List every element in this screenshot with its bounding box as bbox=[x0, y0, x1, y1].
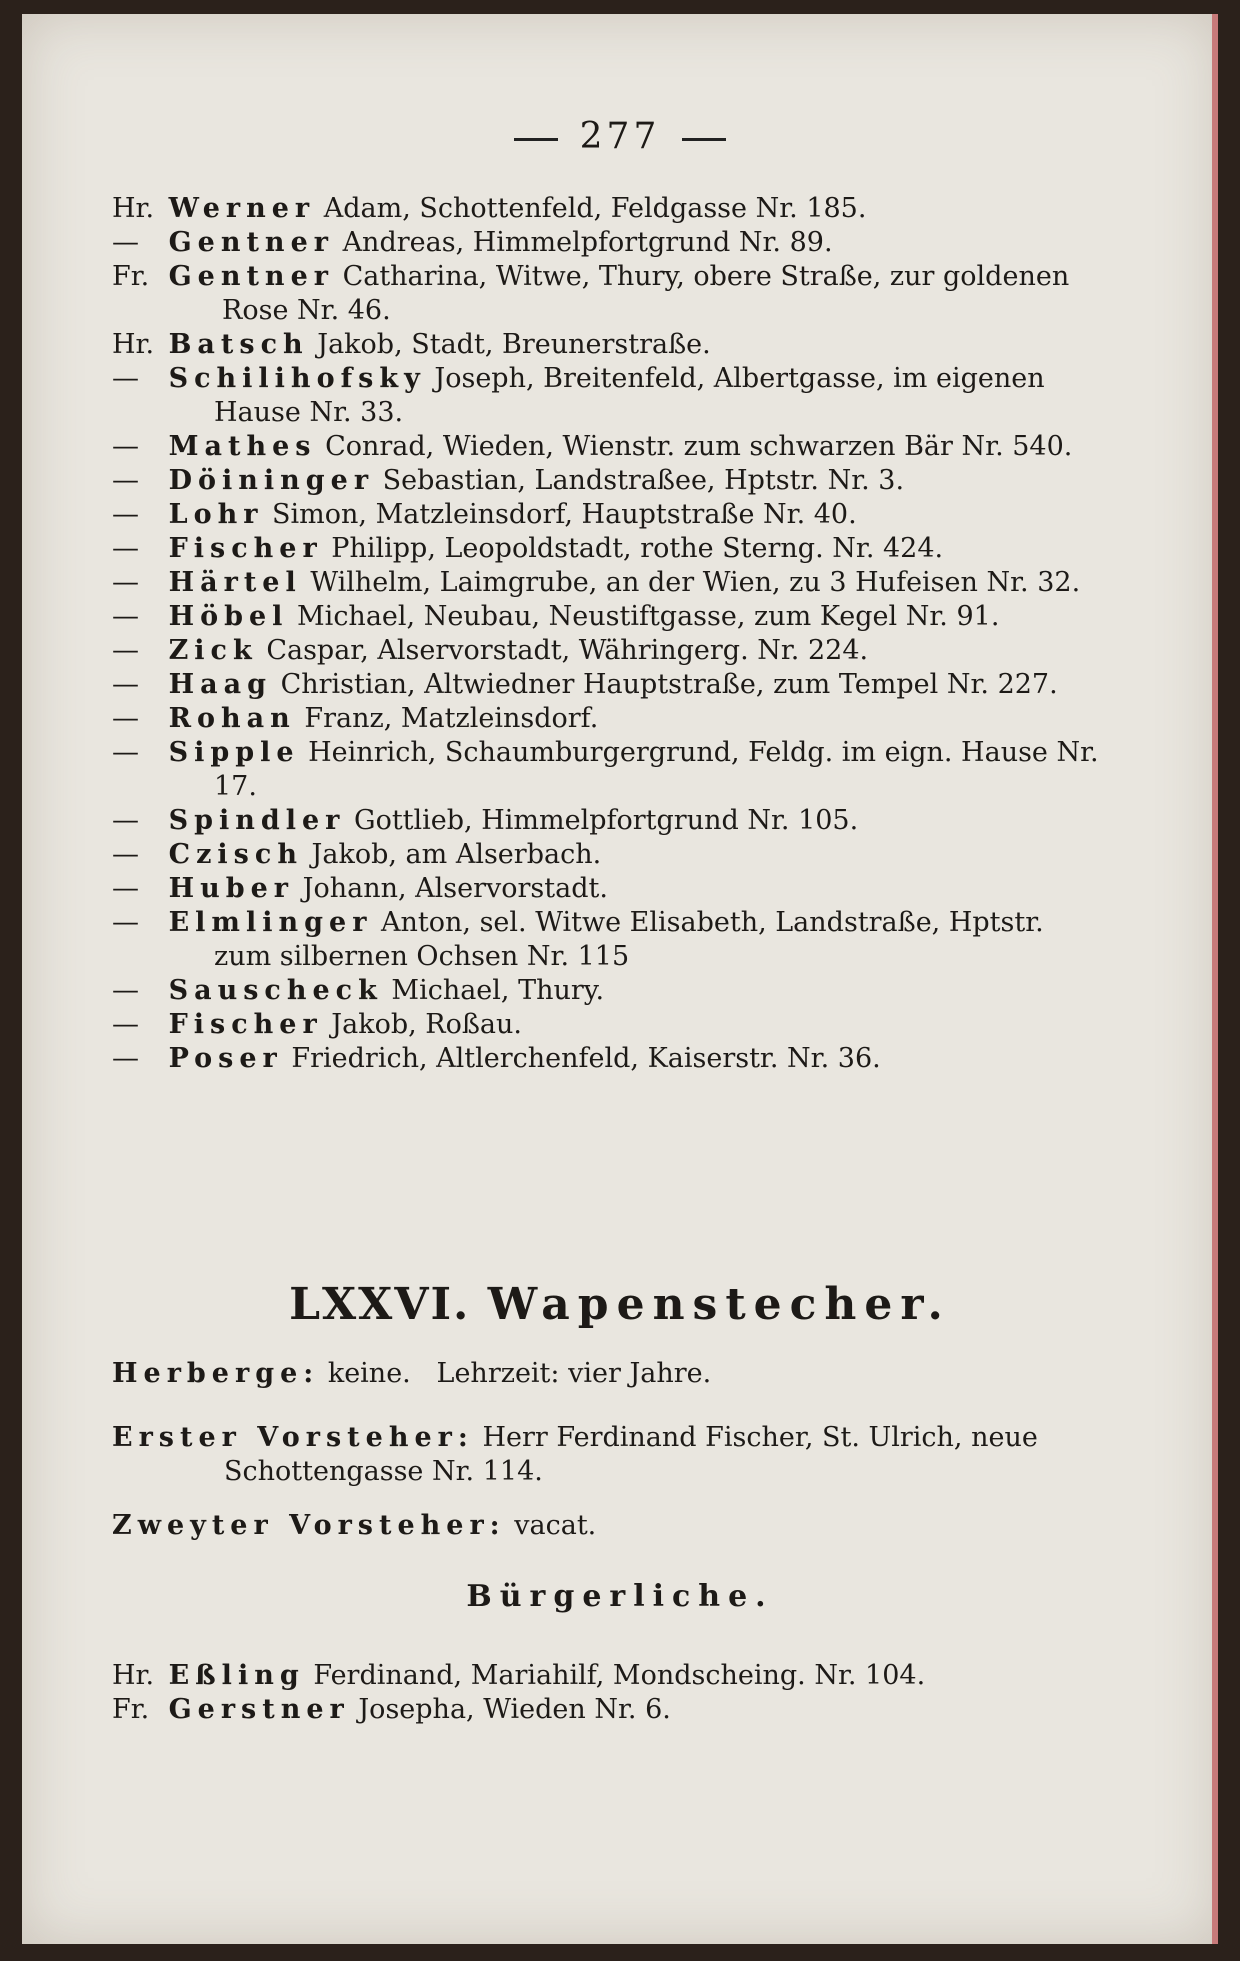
entry-row bbox=[112, 362, 1102, 430]
entry-text: Gottlieb, Himmelpfortgrund Nr. 105. bbox=[354, 805, 859, 836]
page-number-text: 277 bbox=[579, 116, 661, 157]
entry-row bbox=[112, 1042, 1102, 1076]
entry-text: Jakob, am Alserbach. bbox=[311, 839, 602, 870]
entry-prefix: — bbox=[112, 839, 139, 870]
entry-name: Sauscheck bbox=[168, 975, 383, 1006]
entry-row bbox=[112, 668, 1102, 702]
entry-text: Friedrich, Altlerchenfeld, Kaiserstr. Nr. 36. bbox=[291, 1043, 881, 1074]
entry-prefix: — bbox=[112, 805, 139, 836]
entry-name: Fischer bbox=[168, 533, 323, 564]
entry-prefix: — bbox=[112, 635, 139, 666]
lehrzeit-label: Lehrzeit: bbox=[436, 1358, 560, 1389]
herberge-label: Herberge: bbox=[112, 1358, 320, 1389]
entry-name: Härtel bbox=[168, 567, 302, 598]
entry-row bbox=[112, 260, 1102, 328]
entry-row bbox=[112, 328, 1102, 362]
entry-prefix: — bbox=[112, 499, 139, 530]
entry-name: Czisch bbox=[168, 839, 303, 870]
entry-prefix: — bbox=[112, 873, 139, 904]
entry-text: Conrad, Wieden, Wienstr. zum schwarzen Bär Nr. 540. bbox=[325, 431, 1073, 462]
entry-prefix: — bbox=[112, 975, 139, 1006]
entry-row bbox=[112, 736, 1102, 804]
entry-text: Josepha, Wieden Nr. 6. bbox=[358, 1694, 671, 1725]
entry-text: Franz, Matzleinsdorf. bbox=[304, 703, 599, 734]
entry-name: Eßling bbox=[168, 1660, 305, 1691]
entry-row bbox=[112, 600, 1102, 634]
entry-name: Zick bbox=[168, 635, 258, 666]
entry-text: Heinrich, Schaumburgergrund, Feldg. im eign. Hause Nr. 17. bbox=[214, 737, 1099, 802]
erster-value: Herr Ferdinand Fischer, St. Ulrich, neue Schottengasse Nr. 114. bbox=[224, 1422, 1038, 1487]
entry-text: Sebastian, Landstraßee, Hptstr. Nr. 3. bbox=[382, 465, 905, 496]
section-title bbox=[22, 1279, 1218, 1330]
entry-text: Adam, Schottenfeld, Feldgasse Nr. 185. bbox=[323, 193, 867, 224]
member-list bbox=[112, 1659, 1112, 1727]
erster-label: Erster Vorsteher: bbox=[112, 1422, 474, 1453]
entry-text: Catharina, Witwe, Thury, obere Straße, zur goldenen Rose Nr. 46. bbox=[222, 261, 1070, 326]
entry-row bbox=[112, 226, 1102, 260]
entry-prefix: — bbox=[112, 431, 139, 462]
entry-row bbox=[112, 1659, 1112, 1693]
herberge-line bbox=[112, 1357, 1112, 1391]
entry-row bbox=[112, 192, 1102, 226]
entry-prefix: — bbox=[112, 907, 139, 938]
entry-name: Gentner bbox=[168, 261, 334, 292]
lehrzeit-value: vier Jahre. bbox=[568, 1358, 712, 1389]
section-number: LXXVI. bbox=[289, 1279, 471, 1330]
entry-text: Joseph, Breitenfeld, Albertgasse, im eigenen Hause Nr. 33. bbox=[214, 363, 1045, 428]
zweyter-vorsteher bbox=[112, 1509, 1112, 1543]
entry-name: Elmlinger bbox=[168, 907, 373, 938]
entry-name: Haag bbox=[168, 669, 272, 700]
entry-row bbox=[112, 566, 1102, 600]
page-edge bbox=[1212, 14, 1218, 1944]
entry-prefix: Hr. bbox=[112, 1660, 155, 1691]
entry-text: Michael, Thury. bbox=[391, 975, 605, 1006]
entry-name: Höbel bbox=[168, 601, 289, 632]
page-number bbox=[22, 116, 1218, 157]
entry-prefix: — bbox=[112, 1009, 139, 1040]
entry-name: Döininger bbox=[168, 465, 375, 496]
entry-row bbox=[112, 1693, 1112, 1727]
zweyter-value: vacat. bbox=[514, 1510, 597, 1541]
entry-row bbox=[112, 804, 1102, 838]
entry-text: Ferdinand, Mariahilf, Mondscheing. Nr. 104. bbox=[313, 1660, 926, 1691]
zweyter-label: Zweyter Vorsteher: bbox=[112, 1510, 506, 1541]
entry-prefix: — bbox=[112, 227, 139, 258]
entry-row bbox=[112, 464, 1102, 498]
entry-text: Jakob, Roßau. bbox=[331, 1009, 522, 1040]
subsection-title: Bürgerliche. bbox=[466, 1579, 774, 1614]
herberge-value: keine. bbox=[327, 1358, 411, 1389]
entry-row bbox=[112, 1008, 1102, 1042]
entry-row bbox=[112, 498, 1102, 532]
entry-name: Werner bbox=[168, 193, 316, 224]
entry-text: Christian, Altwiedner Hauptstraße, zum Tempel Nr. 227. bbox=[280, 669, 1058, 700]
entry-prefix: — bbox=[112, 533, 139, 564]
entry-prefix: Hr. bbox=[112, 329, 155, 360]
entry-prefix: — bbox=[112, 1043, 139, 1074]
section-name: Wapenstecher. bbox=[487, 1279, 951, 1330]
entry-name: Fischer bbox=[168, 1009, 323, 1040]
entry-name: Gerstner bbox=[168, 1694, 350, 1725]
entry-name: Sipple bbox=[168, 737, 300, 768]
entry-prefix: Fr. bbox=[112, 1694, 150, 1725]
entry-row bbox=[112, 702, 1102, 736]
book-page bbox=[22, 14, 1218, 1944]
entry-prefix: — bbox=[112, 737, 139, 768]
entry-row bbox=[112, 974, 1102, 1008]
entry-prefix: — bbox=[112, 601, 139, 632]
entry-name: Batsch bbox=[168, 329, 309, 360]
entry-prefix: Fr. bbox=[112, 261, 150, 292]
entry-text: Jakob, Stadt, Breunerstraße. bbox=[317, 329, 711, 360]
entry-text: Johann, Alservorstadt. bbox=[302, 873, 608, 904]
dash-right bbox=[682, 138, 726, 141]
entry-prefix: — bbox=[112, 363, 139, 394]
entry-name: Lohr bbox=[168, 499, 264, 530]
entry-text: Simon, Matzleinsdorf, Hauptstraße Nr. 40. bbox=[272, 499, 857, 530]
entry-row bbox=[112, 634, 1102, 668]
entry-name: Schilihofsky bbox=[168, 363, 426, 394]
entry-text: Wilhelm, Laimgrube, an der Wien, zu 3 Hufeisen Nr. 32. bbox=[310, 567, 1081, 598]
entry-text: Philipp, Leopoldstadt, rothe Sterng. Nr. 424. bbox=[331, 533, 944, 564]
entry-name: Mathes bbox=[168, 431, 317, 462]
entry-text: Anton, sel. Witwe Elisabeth, Landstraße, Hptstr. zum silbernen Ochsen Nr. 115 bbox=[214, 907, 1044, 972]
entry-name: Spindler bbox=[168, 805, 346, 836]
entry-prefix: — bbox=[112, 465, 139, 496]
entry-text: Caspar, Alservorstadt, Währingerg. Nr. 224. bbox=[266, 635, 869, 666]
entry-name: Gentner bbox=[168, 227, 334, 258]
entry-name: Huber bbox=[168, 873, 295, 904]
entry-list bbox=[112, 192, 1102, 1076]
entry-prefix: — bbox=[112, 567, 139, 598]
entry-text: Andreas, Himmelpfortgrund Nr. 89. bbox=[342, 227, 833, 258]
dash-left bbox=[514, 138, 558, 141]
entry-prefix: — bbox=[112, 669, 139, 700]
entry-name: Rohan bbox=[168, 703, 296, 734]
entry-prefix: Hr. bbox=[112, 193, 155, 224]
entry-row bbox=[112, 838, 1102, 872]
entry-row bbox=[112, 532, 1102, 566]
entry-row bbox=[112, 872, 1102, 906]
erster-vorsteher bbox=[112, 1421, 1224, 1489]
entry-prefix: — bbox=[112, 703, 139, 734]
entry-row bbox=[112, 906, 1102, 974]
entry-text: Michael, Neubau, Neustiftgasse, zum Kegel Nr. 91. bbox=[297, 601, 1000, 632]
entry-name: Poser bbox=[168, 1043, 283, 1074]
entry-row bbox=[112, 430, 1102, 464]
